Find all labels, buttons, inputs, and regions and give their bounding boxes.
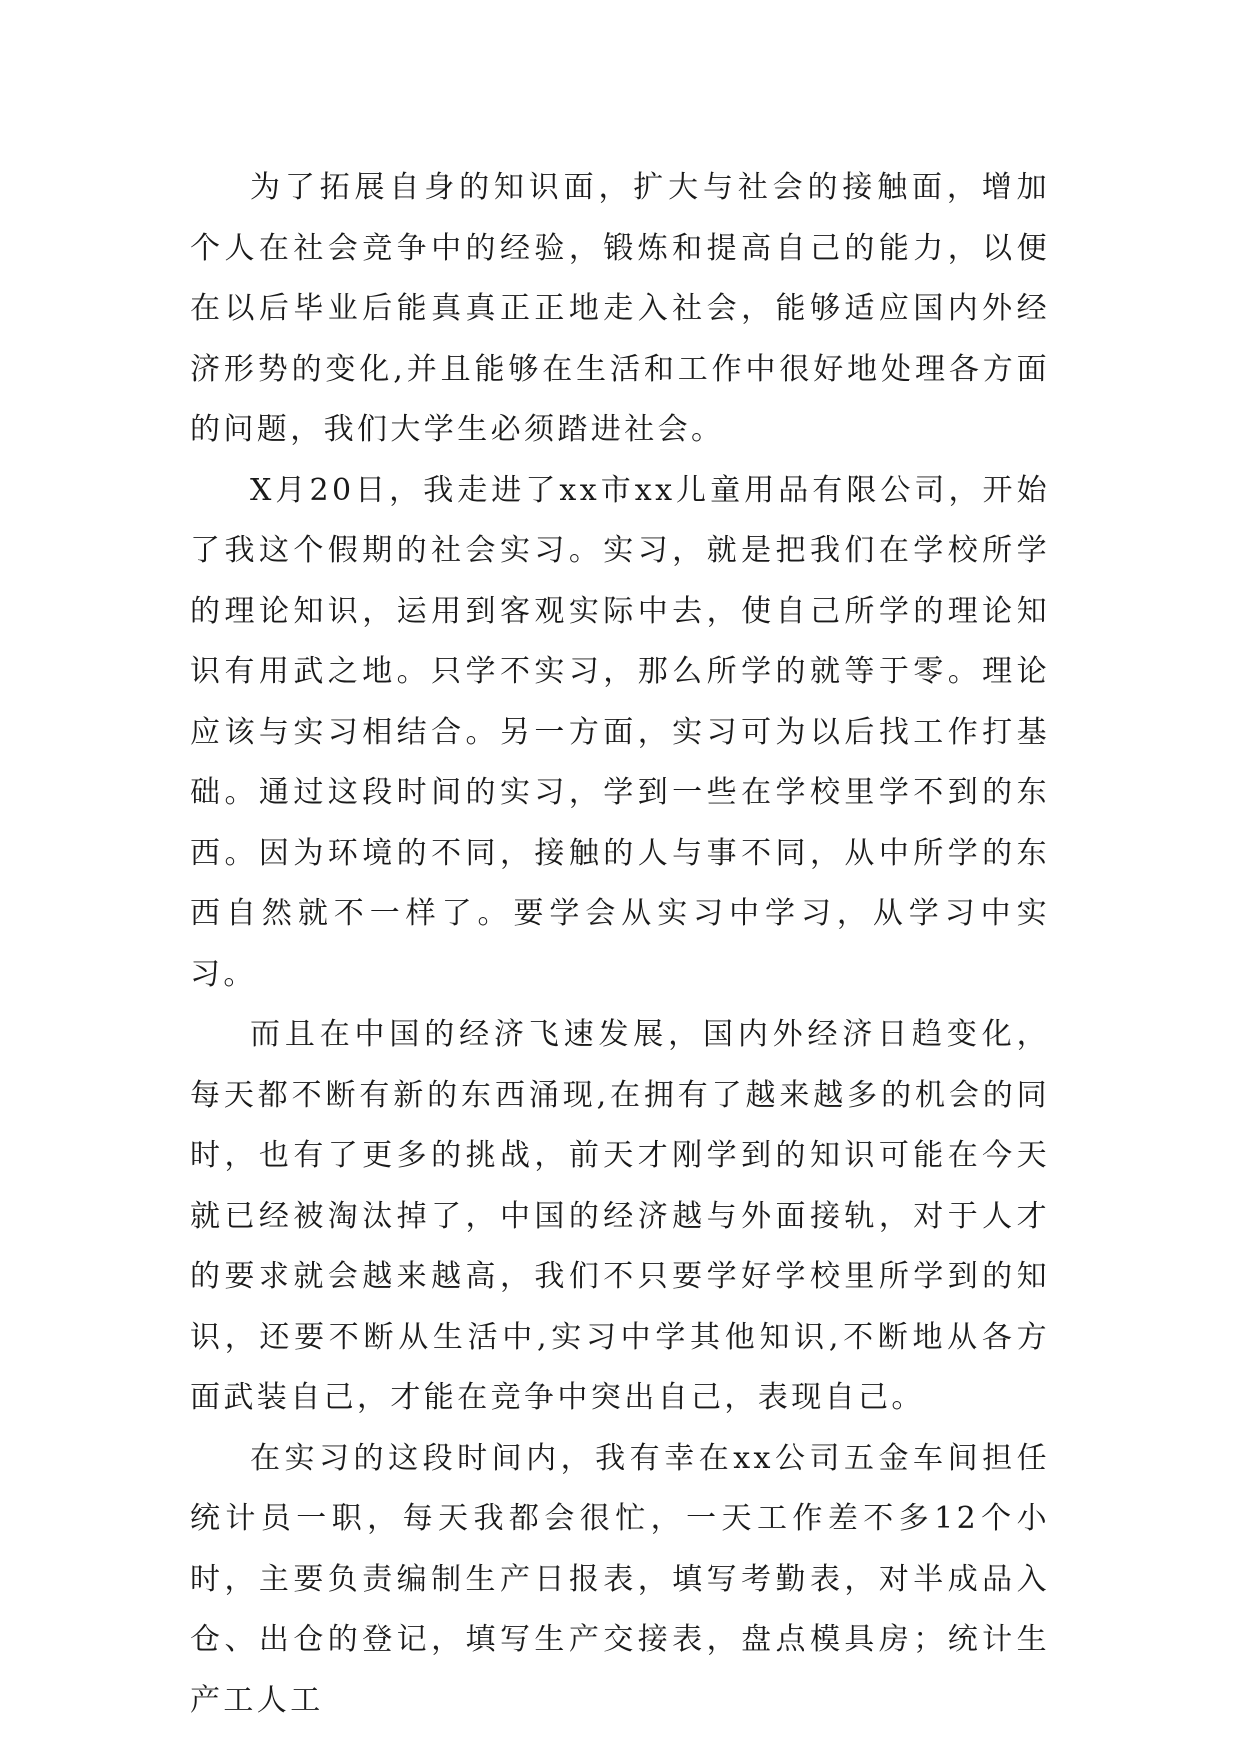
document-body	[190, 158, 1050, 1731]
paragraph-3: 而且在中国的经济飞速发展，国内外经济日趋变化，每天都不断有新的东西涌现,在拥有了越来越多的机会的同时，也有了更多的挑战，前天才刚学到的知识可能在今天就已经被淘汰掉了，中国的经济越与外面接轨，对于人才的要求就会越来越高，我们不只要学好学校里所学到的知识，还要不断从生活中,实习中学其他知识,不断地从各方面武装自己，才能在竞争中突出自己，表现自己。	[190, 1017, 1050, 1415]
paragraph-2: X月20日，我走进了xx市xx儿童用品有限公司，开始了我这个假期的社会实习。实习，就是把我们在学校所学的理论知识，运用到客观实际中去，使自己所学的理论知识有用武之地。只学不实习，那么所学的就等于零。理论应该与实习相结合。另一方面，实习可为以后找工作打基础。通过这段时间的实习，学到一些在学校里学不到的东西。因为环境的不同，接触的人与事不同，从中所学的东西自然就不一样了。要学会从实习中学习，从学习中实习。	[190, 472, 1050, 992]
paragraph-1: 为了拓展自身的知识面，扩大与社会的接触面，增加个人在社会竞争中的经验，锻炼和提高自己的能力，以便在以后毕业后能真真正正地走入社会，能够适应国内外经济形势的变化,并且能够在生活和工作中很好地处理各方面的问题，我们大学生必须踏进社会。	[190, 170, 1050, 447]
paragraph-4: 在实习的这段时间内，我有幸在xx公司五金车间担任统计员一职，每天我都会很忙，一天工作差不多12个小时，主要负责编制生产日报表，填写考勤表，对半成品入仓、出仓的登记，填写生产交接表，盘点模具房；统计生产工人工	[190, 1440, 1050, 1718]
